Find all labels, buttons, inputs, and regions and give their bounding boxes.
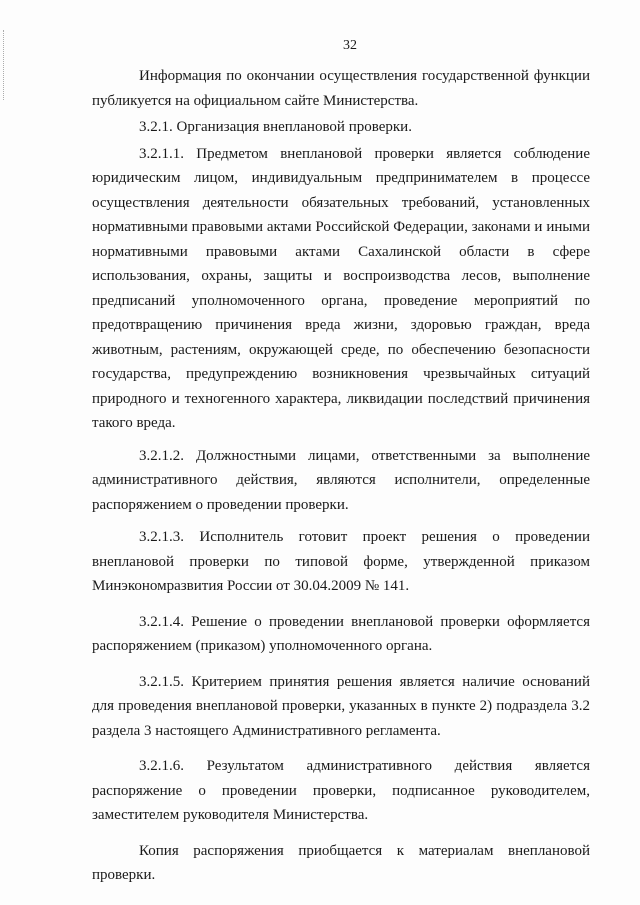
paragraph-3-2-1-6: 3.2.1.6. Результатом административного действия является распоряжение о проведении проверки, подписанное руководителем, заместителем руководителя Министерства. xyxy=(92,758,590,823)
paragraph-3-2-1-5: 3.2.1.5. Критерием принятия решения является наличие оснований для проведения внеплановой проверки, указанных в пункте 2) подраздела 3.2 раздела 3 настоящего Административного регламента. xyxy=(92,673,590,739)
paragraph-publication-info: Информация по окончании осуществления государственной функции публикуется на официальном сайте Министерства. xyxy=(92,68,590,109)
document-body xyxy=(92,64,590,888)
paragraph-3-2-1-1: 3.2.1.1. Предметом внеплановой проверки является соблюдение юридическим лицом, индивидуальным предпринимателем в процессе осуществления деятельности обязательных требований, установленных нормативными правовыми актами Российской Федерации, законами и иными нормативными правовыми актами Сахалинской области в сфере использования, охраны, защиты и воспроизводства лесов, выполнение предписаний уполномоченного органа, проведение мероприятий по предотвращению причинения вреда жизни, здоровью граждан, вреда животным, растениям, окружающей среде, по обеспечению безопасности государства, предупреждению возникновения чрезвычайных ситуаций природного и техногенного характера, ликвидации последствий причинения такого вреда. xyxy=(92,145,590,431)
paragraph-3-2-1-2: 3.2.1.2. Должностными лицами, ответственными за выполнение административного действия, являются исполнители, определенные распоряжением о проведении проверки. xyxy=(92,447,590,513)
paragraph-copy-attachment: Копия распоряжения приобщается к материалам внеплановой проверки. xyxy=(92,842,590,883)
page-number: 32 xyxy=(343,38,357,53)
section-heading-3-2-1: 3.2.1. Организация внеплановой проверки. xyxy=(139,119,412,135)
paragraph-3-2-1-4: 3.2.1.4. Решение о проведении внеплановой проверки оформляется распоряжением (приказом) уполномоченного органа. xyxy=(92,613,590,654)
scan-edge-mark xyxy=(3,30,6,100)
paragraph-3-2-1-3: 3.2.1.3. Исполнитель готовит проект решения о проведении внеплановой проверки по типовой форме, утвержденной приказом Минэкономразвития России от 30.04.2009 № 141. xyxy=(92,529,590,594)
